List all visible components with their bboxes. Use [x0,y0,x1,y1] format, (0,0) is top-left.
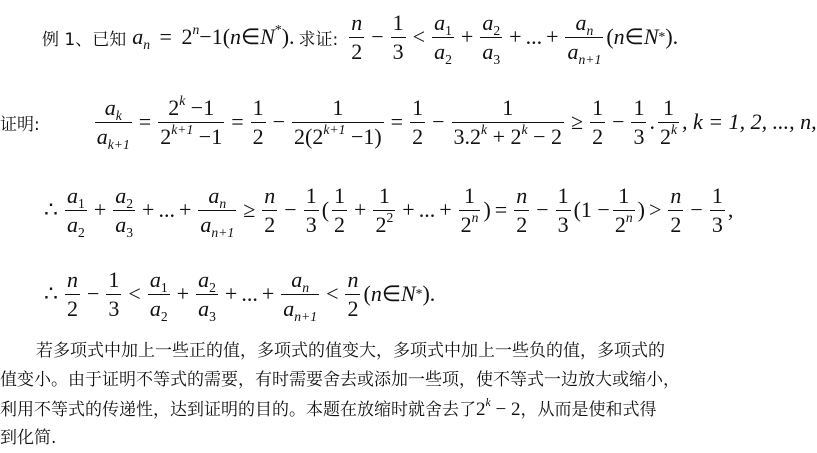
inline-expression: $2^k - 2$ [476,396,521,420]
paragraph-line-4: 到化简. [0,428,57,448]
step3-formula: ∴ $\frac{n}{2}$ − $\frac{1}{3}$ < $\frac{a_1}{a_2}$ + $\frac{a_2}{a_3}$ + ... + $\frac{a_n}{a_{n+1}}$ < $\frac{n}{2}$ ( n ∈ N * ). [44,267,436,324]
paragraph-line-2: 值变小。由于证明不等式的需要，有时需要舍去或添加一些项，使不等式一边放大或缩小， [0,370,680,390]
explanation-paragraph [0,337,788,453]
proof-line [0,90,817,154]
example-statement [42,6,678,68]
paragraph-line-3: 利用不等式的传递性，达到证明的目的。本题在放缩时就舍去了$2^k - 2$，从而是使和式得 [0,396,657,420]
proof-label: 证明: [0,114,40,135]
prove-label: 求证: [298,29,339,50]
example-label: 例 1、已知 [42,29,127,50]
step2-formula: ∴ $\frac{a_1}{a_2}$ + $\frac{a_2}{a_3}$ + ... + $\frac{a_n}{a_{n+1}}$ ≥ $\frac{n}{2}$ − $\frac{1}{3}$ ( $\frac{1}{2}$ + $\frac{1}{2^2}$ + ... + $\frac{1}{2^n}$ ) = $\frac{n}{2}$ − $\frac{1}{3}$ (1 − $\frac{1}{2^n}$ ) > $\frac{n}{2}$ − $\frac{1}{3}$ , [44,183,734,240]
given-formula: $a_n$ = $2^n-1(n\in N^*)$. [132,21,295,52]
proof-formula: $\frac{a_k}{a_{k+1}}$ = $\frac{2^k -1}{2^{k+1} -1}$ = $\frac{1}{2}$ − $\frac{1}{2(2^{k+1} -1)}$ = $\frac{1}{2}$ − $\frac{1}{3.2^k + 2^k - 2}$ ≥ $\frac{1}{2}$ − $\frac{1}{3}$ . $\frac{1}{2^k}$ , k = 1, 2, ..., n, [96,93,817,152]
therefore-symbol: ∴ [44,197,58,222]
target-inequality: $\frac{n}{2}$ − $\frac{1}{3}$ < $\frac{a_1}{a_2}$ + $\frac{a_2}{a_3}$ + ... + $\frac{a_n}{a_{n+1}}$ ( n ∈ N * ). [351,10,679,67]
therefore-symbol: ∴ [44,281,58,306]
paragraph-line-1: 若多项式中加上一些正的值，多项式的值变大，多项式中加上一些负的值，多项式的 [36,341,665,361]
